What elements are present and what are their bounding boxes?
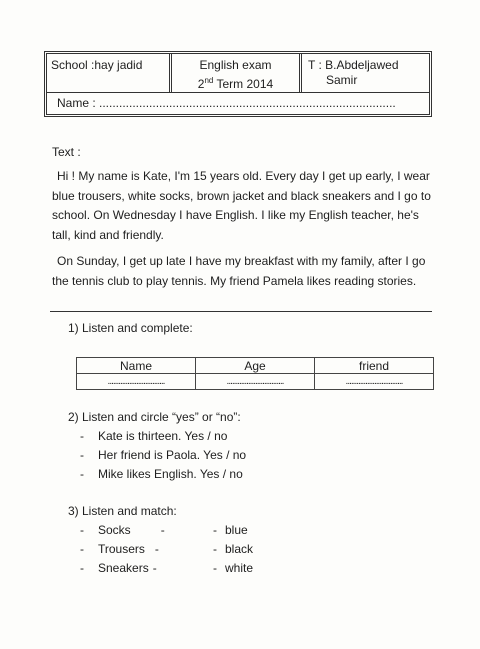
list-item: - Trousers -: [80, 542, 159, 556]
col-name: Name: [77, 358, 196, 374]
table-row: [77, 374, 434, 390]
q3-title: 3) Listen and match:: [68, 504, 177, 518]
header-top-row: [47, 54, 429, 93]
exam-term: 2nd Term 2014: [197, 76, 274, 91]
teacher-name: T : B.Abdeljawed: [308, 58, 399, 72]
blank-name: ................................: [77, 374, 196, 390]
q1-title: 1) Listen and complete:: [68, 321, 193, 335]
text-label: Text :: [52, 145, 81, 159]
q2-title: 2) Listen and circle “yes” or “no”:: [68, 410, 241, 424]
paragraph-2: On Sunday, I get up late I have my breakfast with my family, after I go the tennis club to play tennis. My friend Pamela likes reading stories.: [52, 254, 426, 288]
q3-right-list: [213, 521, 253, 578]
table-header-row: [77, 358, 434, 374]
student-name-line: Name : .........................................................................................: [57, 96, 396, 110]
paragraph-1: Hi ! My name is Kate, I'm 15 years old. Every day I get up early, I wear blue trousers, white socks, brown jacket and black sneakers and I go to school. On Wednesday I have English. I like my English teacher, he's tall, kind and friendly.: [52, 169, 431, 242]
q2-list: [80, 427, 246, 484]
list-item: - Socks -: [80, 523, 165, 537]
list-item: - black: [213, 542, 254, 556]
exam-title: English exam: [199, 58, 272, 72]
list-item: - Sneakers -: [80, 561, 157, 575]
blank-friend: ................................: [315, 374, 434, 390]
list-item: - Kate is thirteen. Yes / no: [80, 429, 228, 443]
teacher-cell: [302, 54, 429, 92]
exam-header: [44, 51, 432, 117]
school-cell: School :hay jadid: [47, 54, 172, 92]
section-divider: [50, 311, 432, 312]
list-item: - blue: [213, 523, 248, 537]
exam-title-cell: [172, 54, 302, 92]
blank-age: ................................: [196, 374, 315, 390]
col-friend: friend: [315, 358, 434, 374]
q1-table: [76, 357, 434, 390]
list-item: - white: [213, 561, 254, 575]
list-item: - Her friend is Paola. Yes / no: [80, 448, 247, 462]
q3-left-list: [80, 521, 165, 578]
list-item: - Mike likes English. Yes / no: [80, 467, 243, 481]
teacher-surname: Samir: [326, 73, 358, 87]
col-age: Age: [196, 358, 315, 374]
